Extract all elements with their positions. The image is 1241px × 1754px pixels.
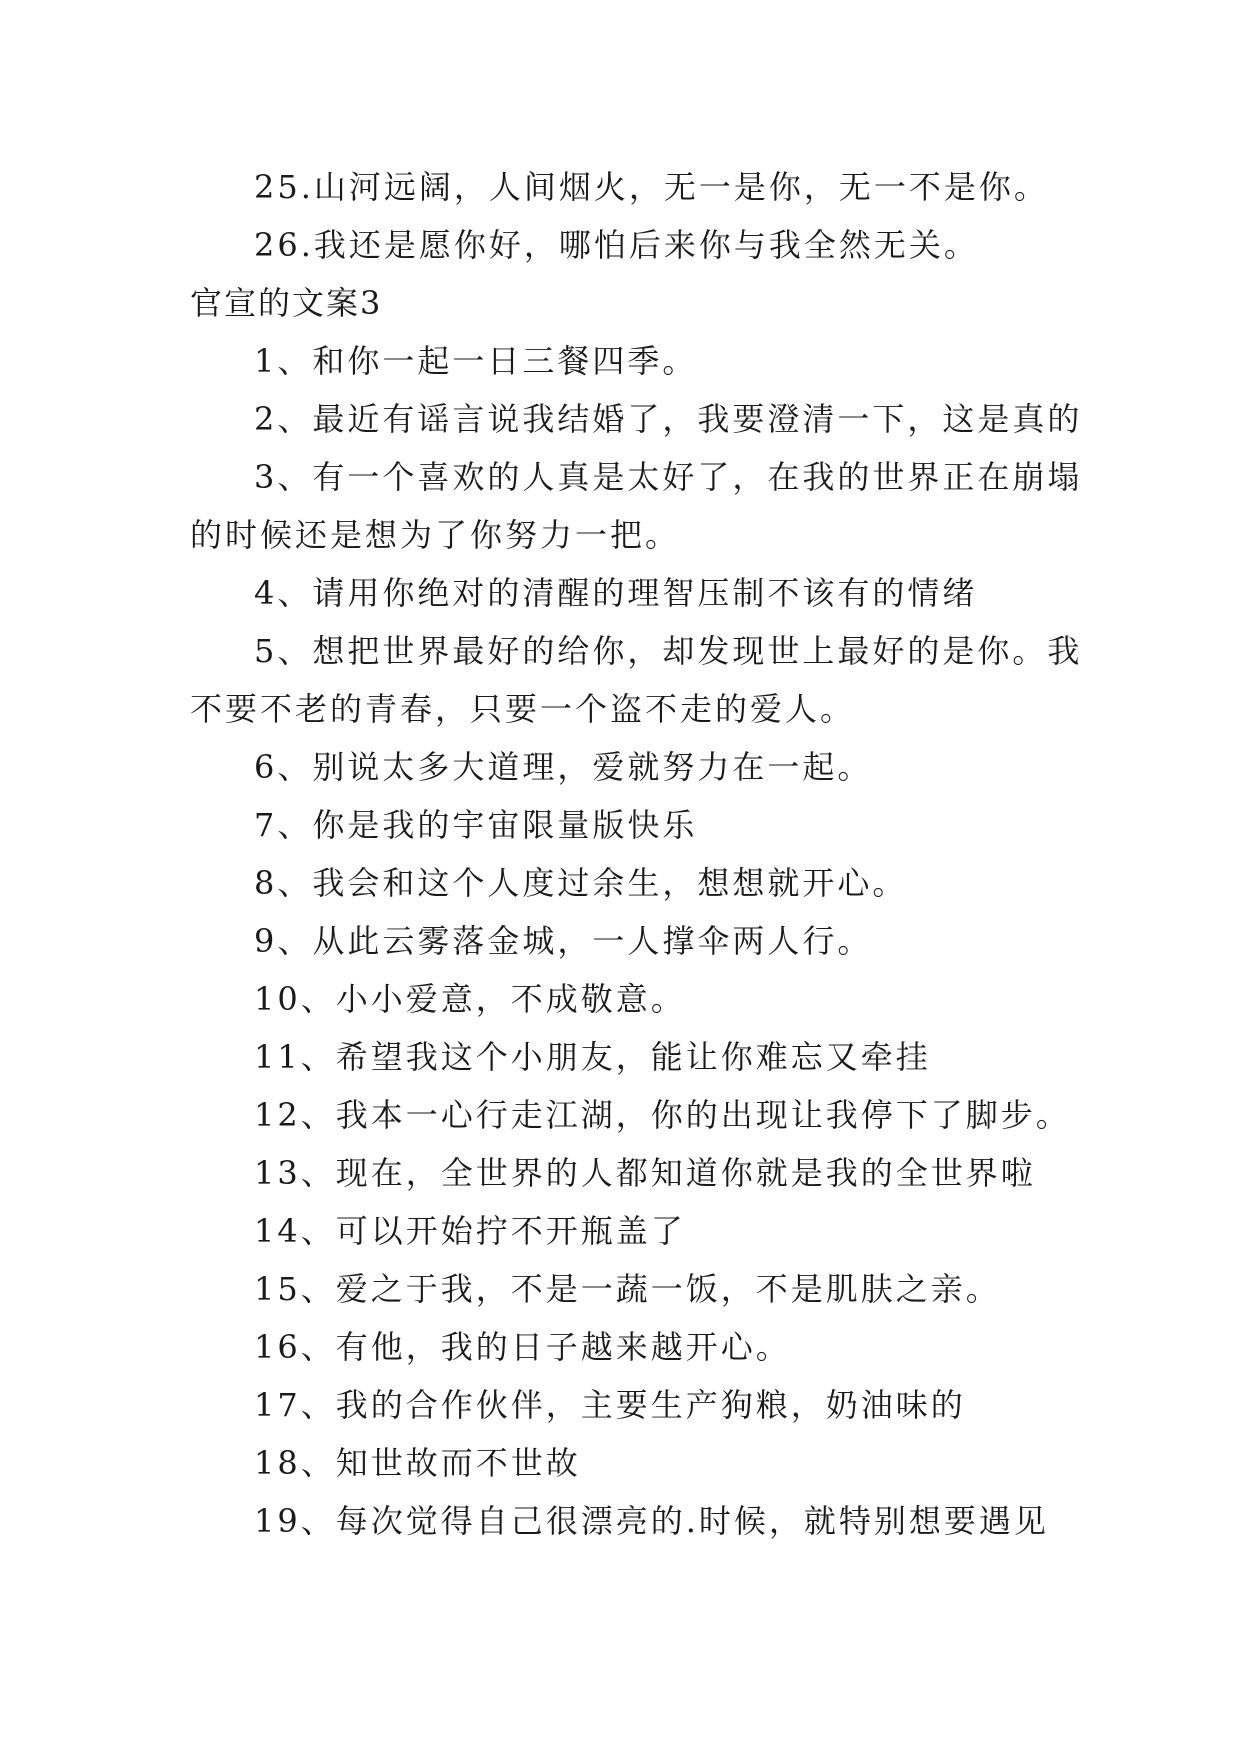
section-heading: 官宣的文案3 — [190, 284, 383, 322]
text-line: 2、最近有谣言说我结婚了，我要澄清一下，这是真的 — [254, 400, 1083, 438]
text-line: 9、从此云雾落金城，一人撑伞两人行。 — [254, 922, 873, 960]
text-line: 16、有他，我的日子越来越开心。 — [254, 1328, 791, 1366]
text-line: 13、现在，全世界的人都知道你就是我的全世界啦 — [254, 1154, 1036, 1192]
document-body — [190, 158, 1083, 1550]
text-line: 4、请用你绝对的清醒的理智压制不该有的情绪 — [254, 574, 978, 612]
text-line: 8、我会和这个人度过余生，想想就开心。 — [254, 864, 908, 902]
text-line: 14、可以开始拧不开瓶盖了 — [254, 1212, 686, 1250]
text-line: 15、爱之于我，不是一蔬一饭，不是肌肤之亲。 — [254, 1270, 1001, 1308]
text-line: 11、希望我这个小朋友，能让你难忘又牵挂 — [254, 1038, 931, 1076]
text-line: 6、别说太多大道理，爱就努力在一起。 — [254, 748, 873, 786]
text-line: 26.我还是愿你好，哪怕后来你与我全然无关。 — [254, 226, 979, 264]
text-line: 12、我本一心行走江湖，你的出现让我停下了脚步。 — [254, 1096, 1071, 1134]
text-line: 的时候还是想为了你努力一把。 — [190, 516, 681, 554]
text-line: 不要不老的青春，只要一个盗不走的爱人。 — [190, 690, 856, 728]
text-line: 18、知世故而不世故 — [254, 1444, 581, 1482]
text-line: 10、小小爱意，不成敬意。 — [254, 980, 686, 1018]
text-line: 5、想把世界最好的给你，却发现世上最好的是你。我 — [254, 632, 1083, 670]
text-line: 19、每次觉得自己很漂亮的.时候，就特别想要遇见 — [254, 1502, 1049, 1540]
text-line: 7、你是我的宇宙限量版快乐 — [254, 806, 698, 844]
text-line: 1、和你一起一日三餐四季。 — [254, 342, 698, 380]
text-line: 25.山河远阔，人间烟火，无一是你，无一不是你。 — [254, 168, 1049, 206]
text-line: 17、我的合作伙伴，主要生产狗粮，奶油味的 — [254, 1386, 966, 1424]
text-line: 3、有一个喜欢的人真是太好了，在我的世界正在崩塌 — [254, 458, 1083, 496]
